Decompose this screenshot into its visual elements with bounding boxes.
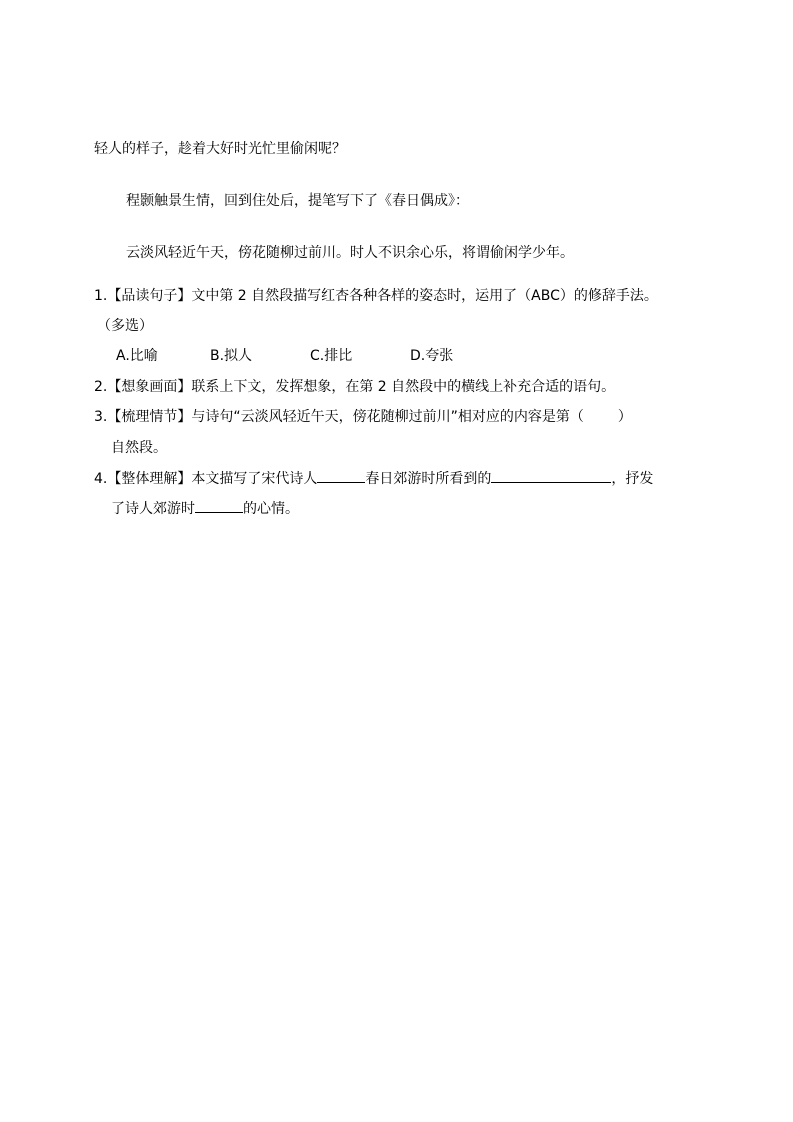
question-3-text-before: 3.【梳理情节】与诗句“云淡风轻近午天，傍花随柳过前川”相对应的内容是第（ — [94, 409, 584, 425]
fill-blank-scene[interactable] — [491, 468, 611, 483]
fill-blank-mood[interactable] — [195, 498, 243, 513]
question-4-continuation — [111, 498, 299, 519]
question-3-continuation: 自然段。 — [111, 440, 167, 456]
option-d: D.夸张 — [410, 348, 454, 364]
option-b: B.拟人 — [210, 348, 253, 364]
question-1-continuation: （多选） — [97, 318, 153, 334]
question-1-options — [116, 346, 453, 366]
passage-line-2: 程颢触景生情，回到住处后，提笔写下了《春日偶成》： — [126, 193, 469, 209]
question-1-text: 1.【品读句子】文中第 2 自然段描写红杏各种各样的姿态时，运用了（ABC）的修辞手法。 — [94, 288, 658, 304]
question-4-cont-1: 了诗人郊游时 — [111, 501, 195, 517]
fill-blank-poet[interactable] — [317, 468, 365, 483]
passage-line-1: 轻人的样子，趁着大好时光忙里偷闲呢？ — [94, 141, 346, 157]
poem-line: 云淡风轻近午天，傍花随柳过前川。时人不识余心乐，将谓偷闲学少年。 — [126, 245, 574, 261]
question-4-part-1: 4.【整体理解】本文描写了宋代诗人 — [94, 471, 318, 487]
question-4-text — [94, 468, 653, 489]
question-3-text-after: ） — [617, 409, 632, 425]
question-2-text: 2.【想象画面】联系上下文，发挥想象，在第 2 自然段中的横线上补充合适的语句。 — [94, 379, 616, 395]
question-4-part-2: 春日郊游时所看到的 — [365, 471, 492, 487]
option-c: C.排比 — [310, 348, 353, 364]
question-4-cont-2: 的心情。 — [243, 501, 299, 517]
question-3-text — [94, 407, 632, 427]
option-a: A.比喻 — [116, 348, 158, 364]
question-4-part-3: ，抒发 — [611, 471, 654, 487]
